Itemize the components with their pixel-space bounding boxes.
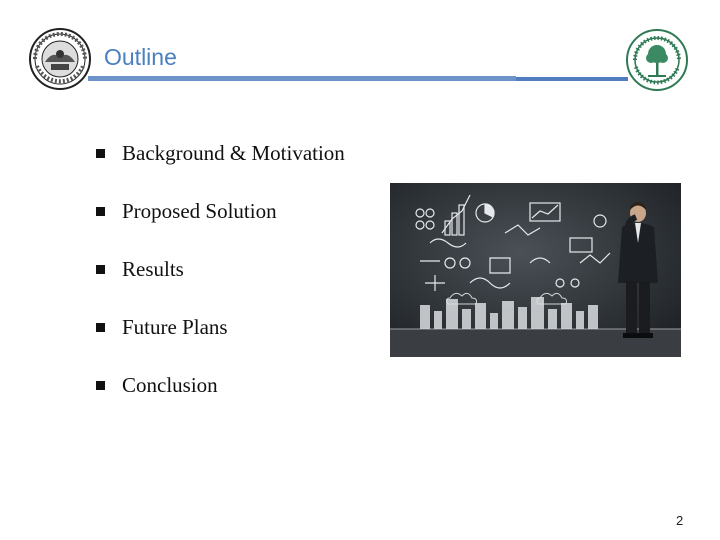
square-bullet-icon — [96, 207, 105, 216]
tree-seal-logo — [626, 29, 688, 91]
square-bullet-icon — [96, 149, 105, 158]
outline-item-conclusion — [96, 356, 345, 414]
page-number: 2 — [676, 513, 684, 528]
square-bullet-icon — [96, 323, 105, 332]
outline-list — [96, 124, 345, 414]
outline-item-label: Results — [122, 256, 184, 281]
outline-item-label: Conclusion — [122, 372, 218, 397]
university-seal-logo — [29, 28, 91, 90]
outline-item-label: Proposed Solution — [122, 198, 277, 223]
outline-item-background — [96, 124, 345, 182]
title-underline — [88, 76, 516, 81]
outline-item-future — [96, 298, 345, 356]
title-underline-accent — [516, 77, 628, 81]
outline-item-results — [96, 240, 345, 298]
outline-item-solution — [96, 182, 345, 240]
chalkboard-illustration — [390, 183, 681, 357]
square-bullet-icon — [96, 381, 105, 390]
square-bullet-icon — [96, 265, 105, 274]
outline-item-label: Future Plans — [122, 314, 228, 339]
outline-item-label: Background & Motivation — [122, 140, 345, 165]
slide-title: Outline — [104, 44, 177, 70]
